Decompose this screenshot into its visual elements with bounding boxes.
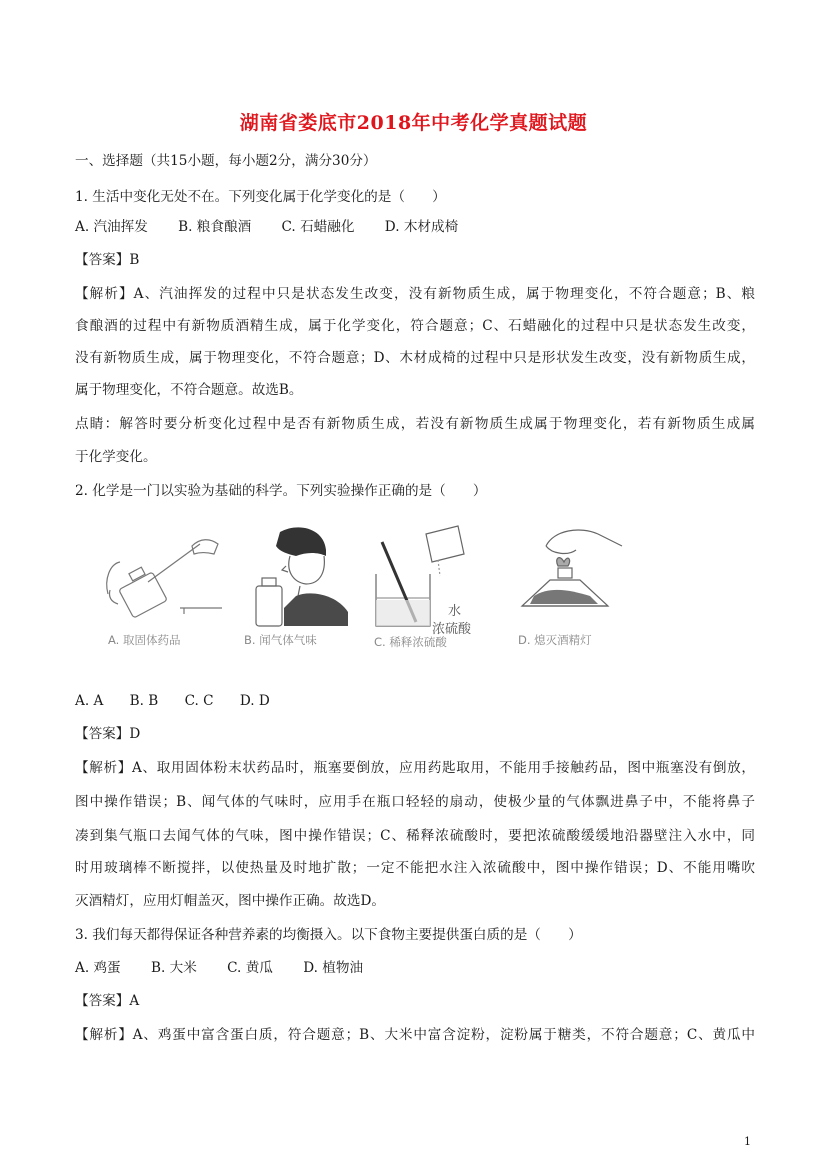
q3-option-b: B. 大米 <box>150 960 197 976</box>
smell-gas-icon <box>240 524 355 634</box>
q1-options <box>75 218 755 236</box>
q1-tip-line: 点睛：解答时要分析变化过程中是否有新物质生成，若没有新物质生成属于物理变化，若有新物质生成属 <box>75 416 755 432</box>
q2-option-a: A. A <box>75 693 104 709</box>
q2-answer: 【答案】D <box>75 726 141 742</box>
q3-answer: 【答案】A <box>75 993 140 1009</box>
q3-option-c: C. 黄瓜 <box>227 960 273 976</box>
q1-analysis-line: 【解析】A、汽油挥发的过程中只是状态发生改变，没有新物质生成，属于物理变化，不符合题意；B、粮 <box>75 286 755 302</box>
q1-tip-line: 于化学变化。 <box>75 449 157 465</box>
q2-stem: 2. 化学是一门以实验为基础的科学。下列实验操作正确的是（ ） <box>75 483 487 499</box>
q2-option-d: D. D <box>239 693 270 709</box>
take-solid-reagent-icon <box>100 524 230 634</box>
q3-options <box>75 959 755 977</box>
q1-option-c: C. 石蜡融化 <box>281 219 355 235</box>
q3-option-a: A. 鸡蛋 <box>75 960 121 976</box>
q1-analysis-line: 食酿酒的过程中有新物质酒精生成，属于化学变化，符合题意；C、石蜡融化的过程中只是状态发生改变， <box>75 318 755 334</box>
q3-stem: 3. 我们每天都得保证各种营养素的均衡摄入。以下食物主要提供蛋白质的是（ ） <box>75 927 582 943</box>
q2-analysis-line: 图中操作错误；B、闻气体的气味时，应用手在瓶口轻轻的扇动，使极少量的气体飘进鼻子中，不能将鼻子 <box>75 794 755 810</box>
q1-analysis-line: 属于物理变化，不符合题意。故选B。 <box>75 382 303 398</box>
page-number: 1 <box>744 1135 751 1148</box>
figure-caption: A. 取固体药品 <box>108 633 181 647</box>
q2-options <box>75 692 755 710</box>
q3-analysis-line: 【解析】A、鸡蛋中富含蛋白质，符合题意；B、大米中富含淀粉，淀粉属于糖类，不符合题意；C、黄瓜中 <box>75 1027 755 1043</box>
extinguish-alcohol-lamp-icon <box>510 524 630 634</box>
figure-c <box>368 524 498 649</box>
figure-d <box>510 524 630 647</box>
page-title: 湖南省娄底市2018年中考化学真题试题 <box>239 112 588 134</box>
q1-option-a: A. 汽油挥发 <box>75 219 148 235</box>
water-label: 水 <box>448 604 462 619</box>
q1-option-b: B. 粮食酿酒 <box>178 219 252 235</box>
q2-analysis-line: 灭酒精灯，应用灯帽盖灭，图中操作正确。故选D。 <box>75 893 385 909</box>
figure-caption: C. 稀释浓硫酸 <box>374 635 447 649</box>
section-heading: 一、选择题（共15小题，每小题2分，满分30分） <box>75 153 377 169</box>
q2-analysis-line: 凑到集气瓶口去闻气体的气味，图中操作错误；C、稀释浓硫酸时，要把浓硫酸缓缓地沿器壁注入水中，同 <box>75 828 755 844</box>
q2-figure-strip <box>100 524 640 670</box>
figure-caption: D. 熄灭酒精灯 <box>518 633 592 647</box>
q2-option-b: B. B <box>129 693 159 709</box>
figure-caption: B. 闻气体气味 <box>244 633 317 647</box>
q2-analysis-line: 【解析】A、取用固体粉末状药品时，瓶塞要倒放，应用药匙取用，不能用手接触药品，图中瓶塞没有倒放， <box>75 760 755 776</box>
q1-stem: 1. 生活中变化无处不在。下列变化属于化学变化的是（ ） <box>75 189 446 205</box>
q3-option-d: D. 植物油 <box>303 960 364 976</box>
q2-option-c: C. C <box>184 693 214 709</box>
acid-label: 浓硫酸 <box>432 622 472 637</box>
figure-b <box>240 524 355 647</box>
q2-analysis-line: 时用玻璃棒不断搅拌，以使热量及时地扩散；一定不能把水注入浓硫酸中，图中操作错误；D、不能用嘴吹 <box>75 860 755 876</box>
q1-analysis-line: 没有新物质生成，属于物理变化，不符合题意；D、木材成椅的过程中只是形状发生改变，没有新物质生成， <box>75 350 755 366</box>
figure-a <box>100 524 230 647</box>
q1-answer: 【答案】B <box>75 252 140 268</box>
q1-option-d: D. 木材成椅 <box>384 219 459 235</box>
